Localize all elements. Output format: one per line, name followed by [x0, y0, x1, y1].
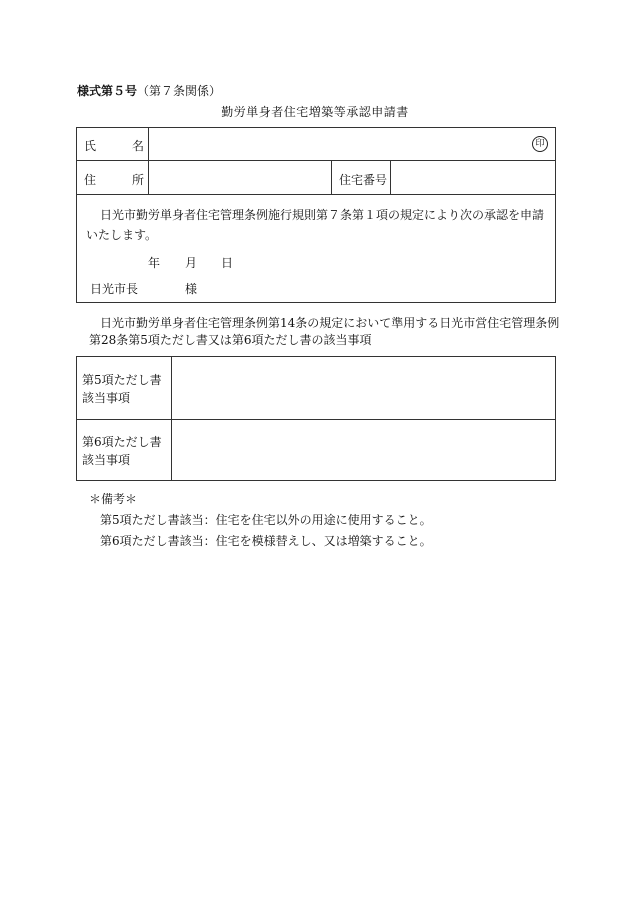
house-number-label: 住宅番号 [339, 173, 388, 187]
row6-label-line1: 第6項ただし書 [82, 435, 162, 449]
row5-label-line2: 該当事項 [82, 391, 131, 405]
date-day-label: 日 [221, 256, 234, 270]
recipient-label: 日光市長 [90, 282, 139, 296]
row5-label [82, 371, 172, 407]
note-item: 第6項ただし書該当：住宅を模様替えし、又は増築すること。 [100, 534, 432, 548]
row6-label [82, 433, 172, 469]
document-title: 勤労単身者住宅増築等承認申請書 [221, 105, 409, 119]
note-item: 第5項ただし書該当：住宅を住宅以外の用途に使用すること。 [100, 513, 432, 527]
date-month-label: 月 [185, 256, 198, 270]
form-relation: （第７条関係） [137, 84, 222, 98]
date-year-label: 年 [148, 256, 161, 270]
row-divider [77, 194, 555, 195]
house-number-field[interactable] [391, 161, 555, 194]
form-number-label [77, 82, 221, 99]
row6-label-line2: 該当事項 [82, 453, 131, 467]
address-field[interactable] [149, 161, 331, 194]
honorific-label: 様 [185, 282, 198, 296]
request-text-line2: いたします。 [86, 228, 158, 242]
request-text-line1: 日光市勤労単身者住宅管理条例施行規則第７条第１項の規定により次の承認を申請 [100, 208, 545, 222]
row5-value-field[interactable] [173, 357, 555, 419]
row6-value-field[interactable] [173, 420, 555, 480]
applicable-text-line2: 第28条第5項ただし書又は第6項ただし書の該当事項 [89, 333, 372, 347]
row5-label-line1: 第5項ただし書 [82, 373, 162, 387]
address-label: 住 所 [84, 173, 145, 187]
name-field[interactable] [149, 128, 555, 160]
form-number: 様式第５号 [77, 84, 138, 98]
notes-heading: ＊備考＊ [89, 492, 138, 506]
name-label: 氏 名 [84, 139, 145, 153]
applicable-text-line1: 日光市勤労単身者住宅管理条例第14条の規定において準用する日光市営住宅管理条例 [100, 316, 560, 330]
seal-mark: 印 [532, 136, 548, 152]
applicant-table [76, 127, 556, 303]
column-divider [331, 161, 332, 194]
applicable-items-table [76, 356, 556, 481]
